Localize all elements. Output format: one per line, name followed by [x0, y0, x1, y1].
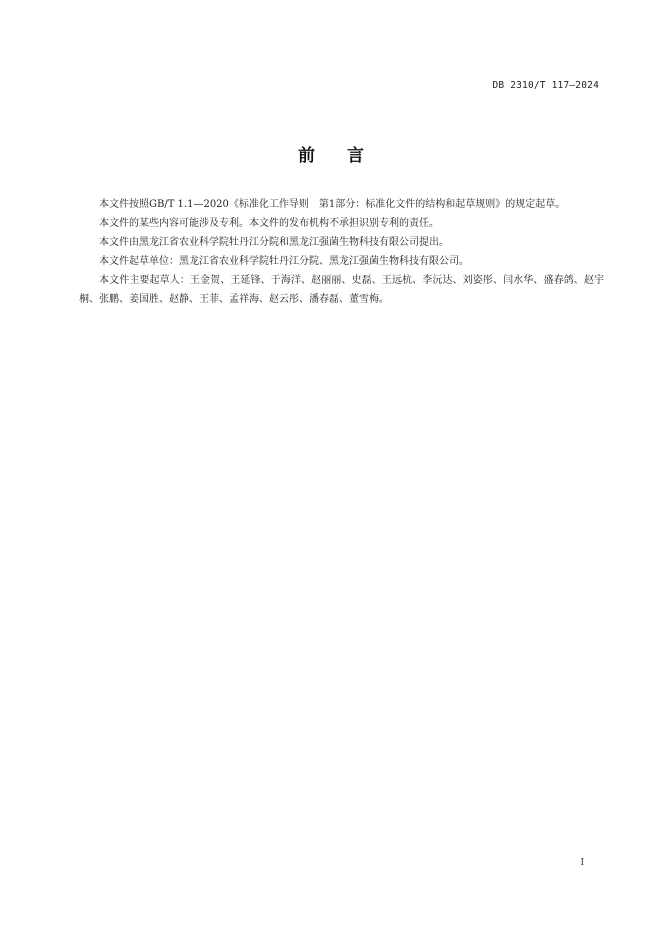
title-char-1: 前 [298, 146, 315, 166]
paragraph-proposer: 本文件由黑龙江省农业科学院牡丹江分院和黑龙江强菌生物科技有限公司提出。 [99, 237, 449, 248]
title-char-2: 言 [347, 146, 364, 166]
paragraph-drafters: 本文件主要起草人：王金贺、王延锋、于海洋、赵丽丽、史磊、王远杭、李沅达、刘姿彤、闫水华、盛春鸽、赵宇桐、张鹏、姜国胜、赵静、王菲、孟祥海、赵云彤、潘春磊、董雪梅。 [79, 275, 604, 305]
paragraph-patent-notice: 本文件的某些内容可能涉及专利。本文件的发布机构不承担识别专利的责任。 [99, 218, 439, 229]
page-title [0, 141, 662, 166]
page-number: I [580, 858, 584, 868]
document-code: DB 2310/T 117—2024 [492, 80, 599, 91]
paragraph-drafting-basis: 本文件按照GB/T 1.1—2020《标准化工作导则 第1部分：标准化文件的结构和起草规则》的规定起草。 [99, 199, 566, 210]
paragraph-drafting-units: 本文件起草单位：黑龙江省农业科学院牡丹江分院、黑龙江强菌生物科技有限公司。 [99, 256, 469, 267]
foreword-body [79, 195, 604, 309]
